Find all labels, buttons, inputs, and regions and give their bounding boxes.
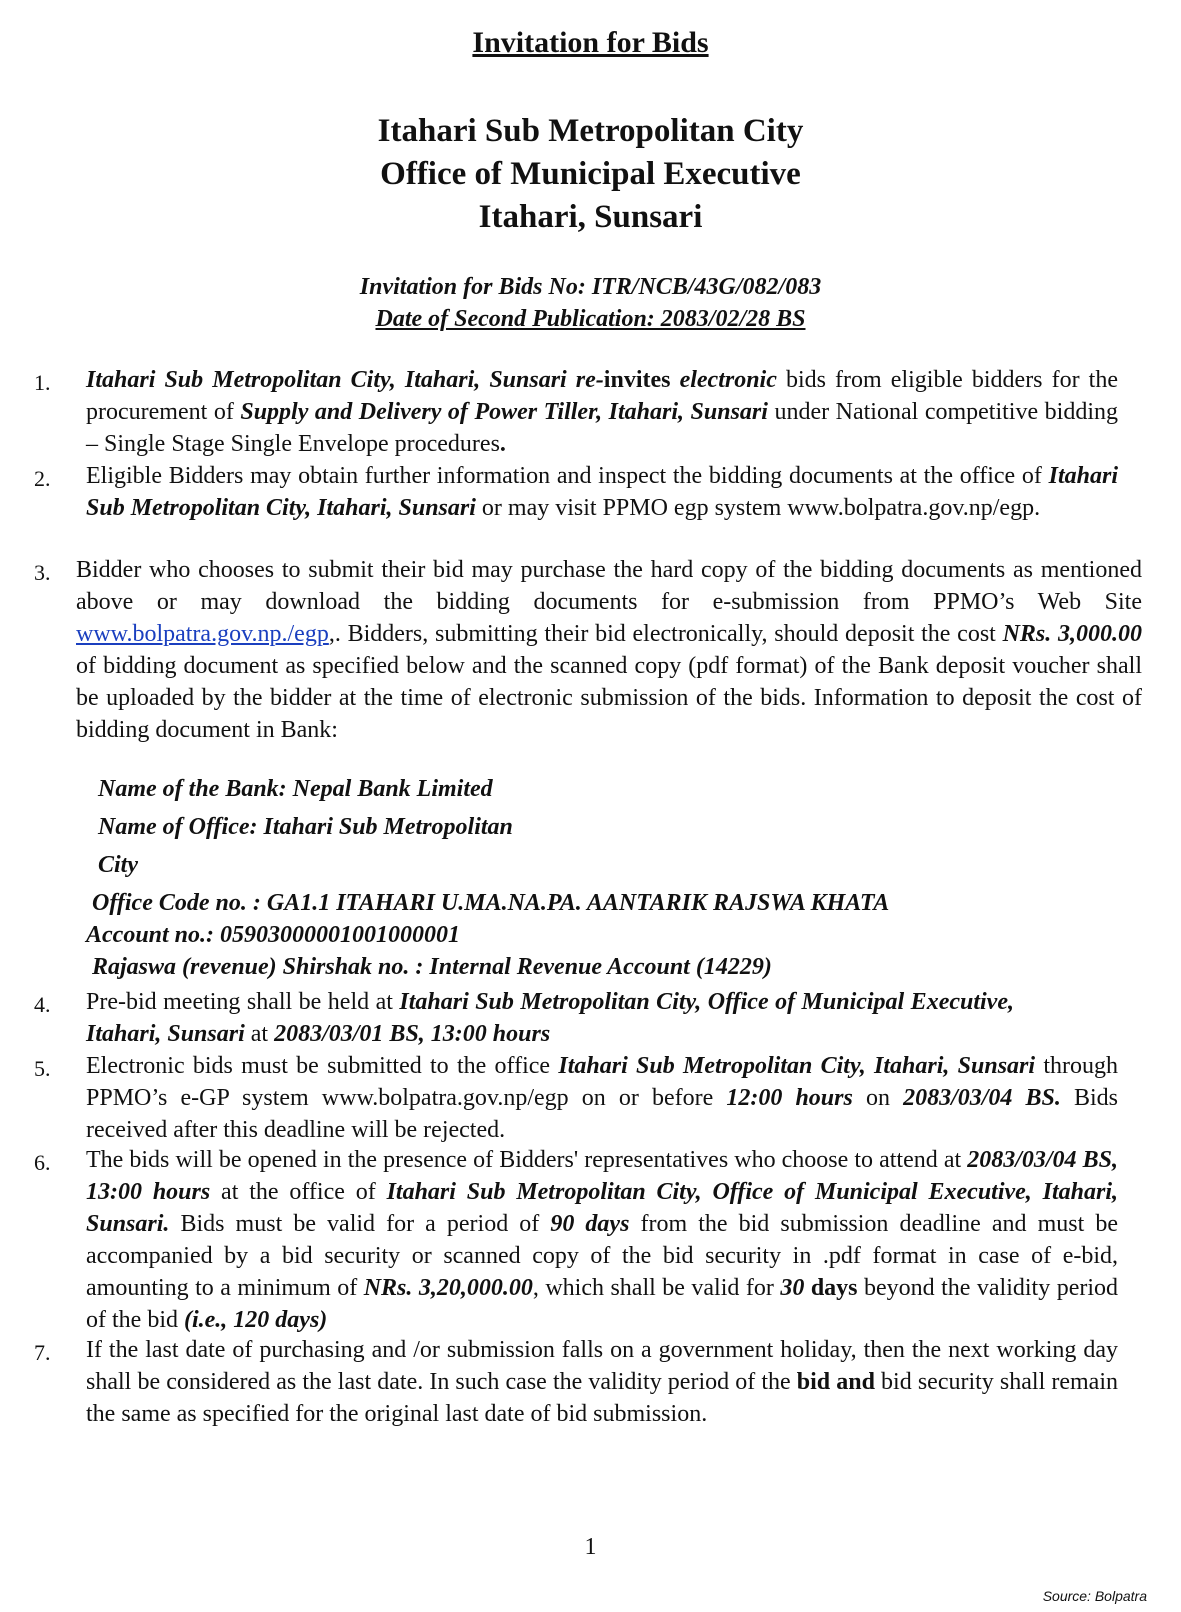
page-number: 1 xyxy=(584,1534,597,1560)
ifb-number: Invitation for Bids No: ITR/NCB/43G/082/083 xyxy=(359,274,822,300)
revenue-head: Rajaswa (revenue) Shirshak no. : Internal Revenue Account (14229) xyxy=(92,954,772,980)
item-7-text: If the last date of purchasing and /or submission falls on a government holiday, then the next working day shall be considered as the last date. In such case the validity period of the bid and bid security shall remain the same as specified for the original last date of bid submission. xyxy=(86,1337,1118,1427)
publication-date: Date of Second Publication: 2083/02/28 BS xyxy=(375,306,806,332)
item-number: 1. xyxy=(34,370,51,395)
item-5-text: Electronic bids must be submitted to the office Itahari Sub Metropolitan City, Itahari, Sunsari through PPMO’s e-GP system www.bolpatra.gov.np/egp on or before 12:00 hours on 2083/03/04 BS. Bids received after this deadline will be rejected. xyxy=(86,1053,1118,1143)
item-1-text: Itahari Sub Metropolitan City, Itahari, Sunsari re-invites electronic bids from eligible bidders for the procurement of Supply and Delivery of Power Tiller, Itahari, Sunsari under National competitive bidding – Single Stage Single Envelope procedures. xyxy=(86,367,1119,457)
org-name: Itahari Sub Metropolitan City xyxy=(377,113,804,149)
bolpatra-link[interactable]: www.bolpatra.gov.np./egp xyxy=(76,621,329,647)
account-number: Account no.: 05903000001001000001 xyxy=(86,922,461,948)
item-2-text: Eligible Bidders may obtain further information and inspect the bidding documents at the office of Itahari Sub Metropolitan City, Itahari, Sunsari or may visit PPMO egp system www.bolpatra.gov.np/egp. xyxy=(86,463,1118,521)
item-4-text: Pre-bid meeting shall be held at Itahari Sub Metropolitan City, Office of Municipal Executive, Itahari, Sunsari at 2083/03/01 BS, 13:00 hours xyxy=(86,989,1014,1047)
item-number: 5. xyxy=(34,1056,51,1081)
notice-title: Invitation for Bids xyxy=(472,26,709,59)
item-number: 6. xyxy=(34,1150,51,1175)
bank-office-name: Name of Office: Itahari Sub Metropolitan xyxy=(98,814,513,840)
item-number: 4. xyxy=(34,992,51,1017)
item-3-text: Bidder who chooses to submit their bid may purchase the hard copy of the bidding documents as mentioned above or may download the bidding documents for e-submission from PPMO’s Web Site www.bolpatra.gov.np./egp,. Bidders, submitting their bid electronically, should deposit the cost NRs. 3,000.00 of bidding document as specified below and the scanned copy (pdf format) of the Bank deposit voucher shall be uploaded by the bidder at the time of electronic submission of the bids. Information to deposit the cost of bidding document in Bank: xyxy=(76,557,1142,743)
item-number: 3. xyxy=(34,560,51,585)
org-location: Itahari, Sunsari xyxy=(478,199,703,235)
bank-name: Name of the Bank: Nepal Bank Limited xyxy=(98,776,493,802)
item-6-text: The bids will be opened in the presence of Bidders' representatives who choose to attend at 2083/03/04 BS, 13:00 hours at the office of Itahari Sub Metropolitan City, Office of Municipal Executive, Itahari, Sunsari. Bids must be valid for a period of 90 days from the bid submission deadline and must be accompanied by a bid security or scanned copy of the bid security in .pdf format in case of e-bid, amounting to a minimum of NRs. 3,20,000.00, which shall be valid for 30 days beyond the validity period of the bid (i.e., 120 days) xyxy=(86,1147,1119,1333)
item-number: 7. xyxy=(34,1340,51,1365)
item-number: 2. xyxy=(34,466,51,491)
office-code: Office Code no. : GA1.1 ITAHARI U.MA.NA.PA. AANTARIK RAJSWA KHATA xyxy=(92,890,890,916)
bank-office-name-cont: City xyxy=(98,852,138,878)
source-credit: Source: Bolpatra xyxy=(1042,1588,1147,1604)
org-office: Office of Municipal Executive xyxy=(380,156,801,192)
